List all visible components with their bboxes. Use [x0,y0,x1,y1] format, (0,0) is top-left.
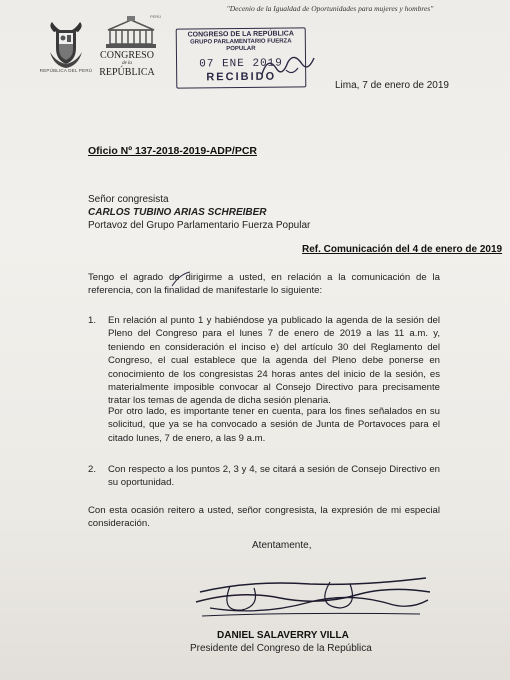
list-item-1 [88,314,440,408]
intro-paragraph: Tengo el agrado de dirigirme a usted, en relación a la comunicación de la referencia, con la finalidad de manifestarle lo siguiente: [88,272,440,297]
congress-name [92,50,162,78]
signer-name: DANIEL SALAVERRY VILLA [217,630,349,641]
addressee-block [88,193,310,232]
list-item-text: En relación al punto 1 y habiéndose ya publicado la agenda de la sesión del Pleno del Congreso para el lunes 7 de enero de 2019 a las 11 a.m. y, teniendo en consideración el inciso e) del artículo 30 del Reglamento del Congreso, el cual establece que la agenda del Pleno debe ponerse en conocimiento de los congresistas 24 horas antes del inicio de la sesión, es materialmente imposible convocar al Consejo Directivo para precisamente tratar los temas de agenda de dicha sesión plenaria. [108,315,440,407]
place-date: Lima, 7 de enero de 2019 [335,80,449,91]
motto: "Decenio de la Igualdad de Oportunidades para mujeres y hombres" [226,4,434,13]
coat-of-arms-icon [46,22,86,70]
closing-paragraph: Con esta ocasión reitero a usted, señor congresista, la expresión de mi especial consideración. [88,505,440,530]
list-item-2 [88,463,440,490]
stamp-date: 07 ENE 2019 [199,57,283,71]
stamp-line1: CONGRESO DE LA REPÚBLICA [187,30,294,39]
list-item-1-continuation: Por otro lado, es importante tener en cuenta, para los fines señalados en su solicitud, que ya se ha convocado a sesión de Junta de Portavoces para el citado lunes, 7 de enero, a las 9 a.m. [108,406,440,444]
pen-correction-mark [166,270,196,290]
reference-line: Ref. Comunicación del 4 de enero de 2019 [302,244,503,255]
congress-line1: CONGRESO [100,50,154,61]
recipient-role: Portavoz del Grupo Parlamentario Fuerza Popular [88,220,311,231]
list-item-number: 1. [88,315,97,326]
salutation: Señor congresista [88,194,169,205]
congress-de: de la [122,61,132,66]
stamp-line2: GRUPO PARLAMENTARIO FUERZA POPULAR [190,38,292,53]
list-item-number: 2. [88,464,97,475]
signer-title: Presidente del Congreso de la República [190,643,372,654]
handwritten-signature [190,572,440,622]
oficio-number: Oficio Nº 137-2018-2019-ADP/PCR [88,145,257,157]
list-item-text: Con respecto a los puntos 2, 3 y 4, se citará a sesión de Consejo Directivo en su oportunidad. [108,464,440,489]
farewell: Atentamente, [252,540,312,551]
stamp-received: RECIBIDO [206,70,277,84]
recipient-name: CARLOS TUBINO ARIAS SCHREIBER [88,207,267,218]
congress-building-icon [104,16,158,50]
coat-caption: REPÚBLICA DEL PERÚ [39,68,93,73]
stamp-initials-scribble [258,50,318,80]
congress-line2: REPÚBLICA [99,67,155,78]
peru-mark: PERÚ [150,14,162,19]
